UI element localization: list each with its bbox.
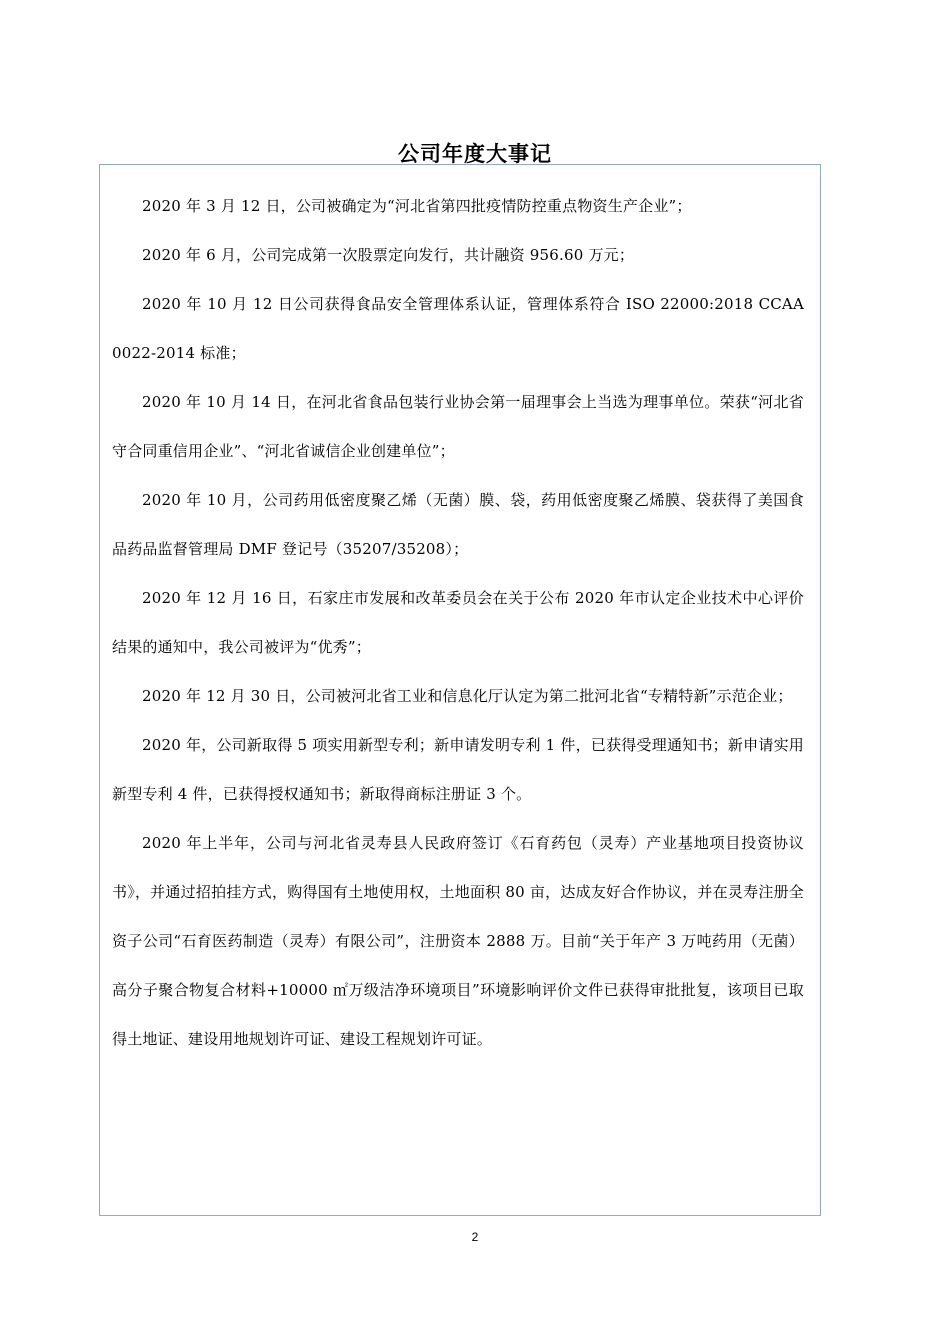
event-list (112, 182, 804, 1064)
event-item: 2020 年 10 月 12 日公司获得食品安全管理体系认证，管理体系符合 ISO 22000:2018 CCAA 0022-2014 标准； (112, 295, 804, 362)
event-item: 2020 年 6 月，公司完成第一次股票定向发行，共计融资 956.60 万元； (142, 246, 635, 264)
event-item: 2020 年 12 月 16 日，石家庄市发展和改革委员会在关于公布 2020 年市认定企业技术中心评价结果的通知中，我公司被评为“优秀”； (112, 589, 804, 656)
event-item: 2020 年上半年，公司与河北省灵寿县人民政府签订《石育药包（灵寿）产业基地项目投资协议书》，并通过招拍挂方式，购得国有土地使用权，土地面积 80 亩，达成友好合作协议，并在灵寿注册全资子公司“石育医药制造（灵寿）有限公司”，注册资本 2888 万。目前“关于年产 3 万吨药用（无菌）高分子聚合物复合材料+10000 ㎡万级洁净环境项目”环境影响评价文件已获得审批批复，该项目已取得土地证、建设用地规划许可证、建设工程规划许可证。 (112, 834, 804, 1048)
event-item: 2020 年 3 月 12 日，公司被确定为“河北省第四批疫情防控重点物资生产企业”； (142, 197, 692, 215)
event-item: 2020 年 10 月，公司药用低密度聚乙烯（无菌）膜、袋，药用低密度聚乙烯膜、袋获得了美国食品药品监督管理局 DMF 登记号（35207/35208）； (112, 491, 804, 558)
event-item: 2020 年 12 月 30 日，公司被河北省工业和信息化厅认定为第二批河北省“专精特新”示范企业； (142, 687, 793, 705)
event-item: 2020 年，公司新取得 5 项实用新型专利；新申请发明专利 1 件，已获得受理通知书；新申请实用新型专利 4 件，已获得授权通知书；新取得商标注册证 3 个。 (112, 736, 804, 803)
event-item: 2020 年 10 月 14 日，在河北省食品包装行业协会第一届理事会上当选为理事单位。荣获“河北省守合同重信用企业”、“河北省诚信企业创建单位”； (112, 393, 804, 460)
page-title: 公司年度大事记 (398, 142, 552, 167)
page-number: 2 (471, 1230, 479, 1244)
events-frame (99, 164, 821, 1216)
